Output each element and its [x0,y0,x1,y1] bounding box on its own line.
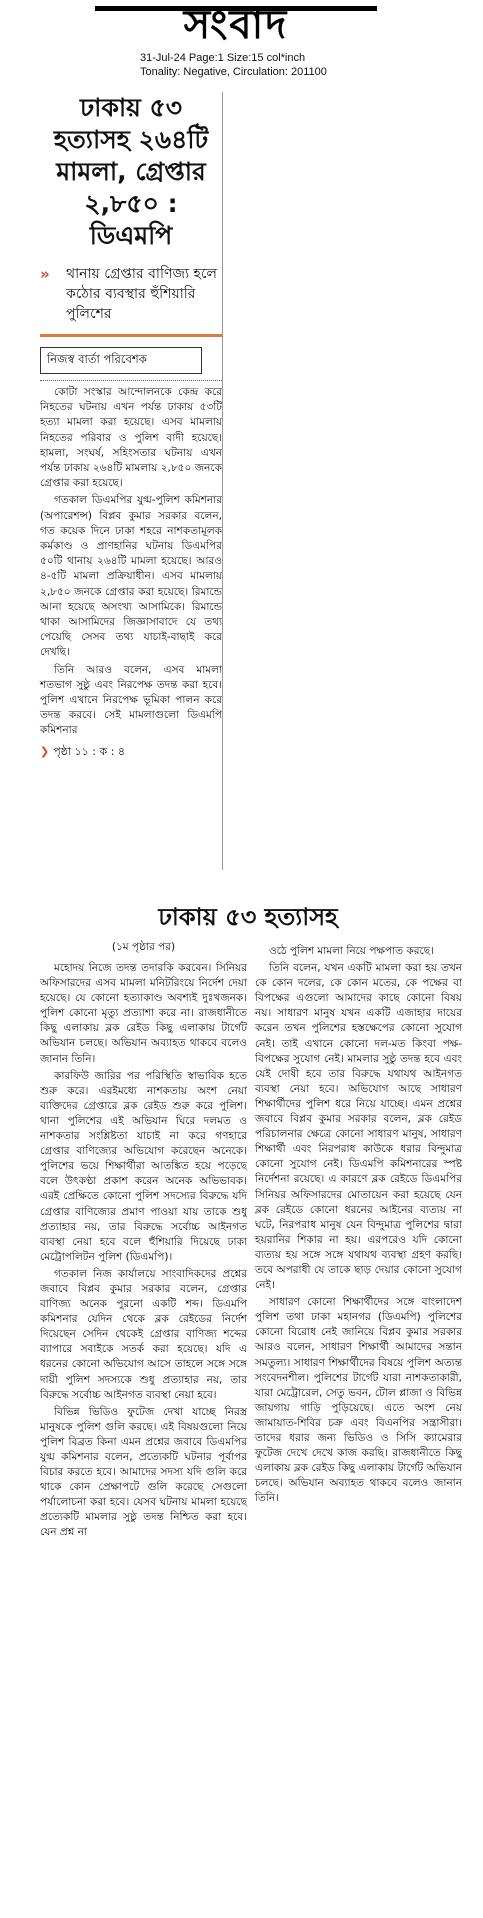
story1-paragraph: গতকাল ডিএমপির যুগ্ম-পুলিশ কমিশনার (অপারেশন্স) বিপ্লব কুমার সরকার বলেন, গত কয়েক দিনে ঢাকা শহরে নাশকতামূলক কর্মকাণ্ড ও প্রাণহানির ঘটনায় ডিএমপির ৫০টি থানায় ২৬৪টি মামলা হয়েছে। আরও ৪-৫টি মামলা প্রক্রিয়াধীন। এসব মামলায় ২,৮৫০ জনকে গ্রেপ্তার করা হয়েছে। রিমান্ডে আনা হয়েছে অসংখ্য আসামিকে। রিমান্ডে থাকা আসামিদের জিজ্ঞাসাবাদে যে তথ্য পেয়েছি সেসব তথ্য যাচাই-বাছাই করে দেখছি। [40,494,222,659]
story1-jump-text: পৃষ্ঠা ১১ : ক : ৪ [53,744,126,758]
story1-subhead [40,264,222,324]
story1-paragraph: কোটা সংস্কার আন্দোলনকে কেন্দ্র করে নিহতের ঘটনায় এখন পর্যন্ত ঢাকায় ৫৩টি হত্যা মামলা করা হয়েছে। এসব মামলায় নিহতের পরিবার ও পুলিশ বাদী হয়েছে। হামলা, সংঘর্ষ, সহিংসতার ঘটনায় এখন পর্যন্ত ঢাকায় ২৬৪টি মামলায় ২,৮৫০ জনকে গ্রেপ্তার করা হয়েছে। [40,386,222,490]
story2-paragraph: গতকাল নিজ কার্যালয়ে সাংবাদিকদের প্রশ্নের জবাবে বিপ্লব কুমার সরকার বলেন, গ্রেপ্তার বাণিজ্য অনেক পুরনো একটি শব্দ। ডিএমপি কমিশনার যেদিন থেকে ব্লক রেইডের নির্দেশ দিয়েছেন সেদিন থেকেই গ্রেপ্তার বাণিজ্য শব্দের ব্যাপারে সবাইকে সতর্ক করা হয়েছে। যদি এ ধরনের কোনো অভিযোগ আসে তাহলে সঙ্গে সঙ্গে দায়ী পুলিশ সদস্যকে শুধু প্রত্যাহার নয়, তার বিরুদ্ধে সর্বোচ্চ আইনগত ব্যবস্থা নেয়া হবে। [40,1267,247,1401]
story2-continued-label: (১ম পৃষ্ঠার পর) [111,941,176,953]
story1-paragraph: তিনি আরও বলেন, এসব মামলা শতভাগ সুষ্ঠু এবং নিরপেক্ষ তদন্ত করা হবে। পুলিশ এখানে নিরপেক্ষ ভূমিকা পালন করে তদন্ত করবে। সেই মামলাগুলো ডিএমপি কমিশনার [40,663,222,737]
story1-jump-line [40,743,222,762]
story1-body [40,385,222,739]
story2-paragraph: তিনি বলেন, যখন একটি মামলা করা হয় তখন কে কোন দলের, কে কোন মতের, কে পক্ষের বা বিপক্ষের এগুলো আমাদের কাছে কোনো বিষয় নয়। সাধারণ মানুষ যখন একটি এজাহার দায়ের করেন তখন পুলিশের হস্তক্ষেপের কোনো সুযোগ নেই। তাই এখানে কোনো দল-মত কিংবা পক্ষ-বিপক্ষের সুযোগ নেই। মামলার সুষ্ঠু তদন্ত হবে এবং যেই দোষী হবে তার বিরুদ্ধে যথাযথ আইনগত ব্যবস্থা নেয়া হবে। অভিযোগ আছে সাধারণ শিক্ষার্থীদের পুলিশ ধরে নিয়ে যাচ্ছে। এমন প্রশ্নের জবাবে বিপ্লব কুমার সরকার বলেন, ব্লক রেইড পরিচালনার ক্ষেত্রে কোনো সাধারণ মানুষ, সাধারণ শিক্ষার্থী এবং নিরপরাধ কাউকে ধরার বিন্দুমাত্র কোনো সুযোগ নেই। ডিএমপি কমিশনারের স্পষ্ট নির্দেশনা রয়েছে। এ কারণে ব্লক রেইডে ডিএমপির সিনিয়র অফিসারদের মোতায়েন করা হয়েছে যেন ব্লক রেইডে কোনো ধরনের আইনের ব্যত্যয় না ঘটে, নিরপরাধ মানুষ যেন বিন্দুমাত্র পুলিশের দ্বারা হয়রানির শিকার না হয়। এরপরেও যদি কোনো ব্যত্যয় হয় সঙ্গে সঙ্গে যথাযথ ব্যবস্থা গ্রহণ করছি। তবে অপরাধী যে তাকে ছাড় দেয়ার কোনো সুযোগ নেই। [255,962,462,1292]
clipping-meta-tonality: Tonality: Negative, Circulation: 201100 [140,66,327,78]
story2-paragraph: বিভিন্ন ভিডিও ফুটেজ দেখা যাচ্ছে নিরস্ত্র মানুষকে পুলিশ গুলি করছে। এই বিষয়গুলো নিয়ে পুলিশ বিব্রত কিনা এমন প্রশ্নের জবাবে ডিএমপির যুগ্ম কমিশনার বলেন, প্রত্যেকটি ঘটনার পূর্বাপর বিচার করতে হবে। আমাদের সদস্য যদি গুলি করে থাকে কোন প্রেক্ষাপটে গুলি করেছে সেগুলো পর্যালোচনা করা হবে। যেসব ঘটনায় মামলা হয়েছে প্রত্যেকটি মামলার সুষ্ঠু তদন্ত নিশ্চিত করা হবে। যেন প্রশ্ন না [40,1405,247,1539]
chevron-right-icon: ❯ [40,744,50,758]
story2-columns [40,940,462,1543]
story2-title: ঢাকায় ৫৩ হত্যাসহ [158,903,338,931]
story2-column-a [40,940,247,1543]
newspaper-logo: সংবাদ [183,2,289,48]
story2-paragraph: সাধারণ কোনো শিক্ষার্থীদের সঙ্গে বাংলাদেশ পুলিশ তথা ঢাকা মহানগর (ডিএমপি) পুলিশের কোনো বিরোধ নেই জানিয়ে বিপ্লব কুমার সরকার আরও বলেন, সাধারণ শিক্ষার্থী আমাদের সন্তান সমতুল্য। সাধারণ শিক্ষার্থীদের বিষয়ে পুলিশ অত্যন্ত সংবেদনশীল। পুলিশের টার্গেট যারা নাশকতাকারী, যারা মেট্রোরেল, সেতু ভবন, টোল প্লাজা ও বিভিন্ন জায়গায় গাড়ি পুড়িয়েছে। এতে অংশ নেয় জামায়াত-শিবির চক্র এবং বিএনপির সন্ত্রাসীরা। তাদের ধরার জন্য ভিডিও ও সিসি ক্যামেরার ফুটেজ দেখে দেখে কাজ করছি। রাজধানীতে কিছু এলাকায় ব্লক রেইড কিছু এলাকায় টার্গেট অভিযান চলছে। অভিযান অব্যাহত থাকবে বলেও জানান তিনি। [255,1296,462,1505]
column-divider [222,92,223,870]
story2-paragraph: মহোদয় নিজে তদন্ত তদারকি করবেন। সিনিয়র অফিসারদের এসব মামলা মনিটরিংয়ে নির্দেশ দেয়া হয়েছে। যে কোনো হত্যাকাণ্ড অবশ্যই দুঃখজনক। পুলিশ কোনো মৃত্যু প্রত্যাশা করে না। রাজধানীতে কিছু এলাকায় ব্লক রেইড কিছু এলাকায় টার্গেট অভিযান চলছে। অভিযান অব্যাহত থাকবে বলেও জানান তিনি। [40,962,247,1065]
story2-body-b [255,944,462,1506]
story2-paragraph: ওঠে পুলিশ মামলা নিয়ে পক্ষপাত করছে। [269,945,434,957]
story1-column [40,92,222,762]
double-chevron-icon: » [40,265,50,283]
story1-byline: নিজস্ব বার্তা পরিবেশক [40,347,202,374]
dotted-divider [40,380,222,381]
story2-paragraph: কারফিউ জারির পর পরিস্থিতি স্বাভাবিক হতে শুরু করে। এরইমধ্যে নাশকতায় অংশ নেয়া ব্যক্তিদের গ্রেপ্তারে ব্লক রেইড শুরু করে পুলিশ। থানা পুলিশের এই অভিযান ঘিরে দলমত ও নাশকতার সংশ্লিষ্টতা যাচাই না করে গণহারে গ্রেপ্তার বাণিজ্যের অভিযোগ করেছেন অনেকে। পুলিশের ভয়ে শিক্ষার্থীরা আতঙ্কিত হয়ে পড়েছে বলে উৎকণ্ঠা প্রকাশ করেন অনেক অভিভাবক। এরই প্রেক্ষিতে কোনো পুলিশ সদস্যের বিরুদ্ধে যদি গ্রেপ্তার বাণিজ্যের প্রমাণ পাওয়া যায় তাকে শুধু প্রত্যাহার নয়, তার বিরুদ্ধে সর্বোচ্চ আইনগত ব্যবস্থা নেয়া হবে বলে হুঁশিয়ারি দিয়েছে ঢাকা মেট্রোপলিটন পুলিশ (ডিএমপি)। [40,1069,247,1263]
story2-body-a [40,961,247,1541]
story2-column-b [255,940,462,1543]
story1-headline: ঢাকায় ৫৩ হত্যাসহ ২৬৪টি মামলা, গ্রেপ্তার ২,৮৫০ : ডিএমপি [53,93,209,250]
orange-divider [40,334,222,337]
story1-subhead-text: থানায় গ্রেপ্তার বাণিজ্য হলে কঠোর ব্যবস্থার হুঁশিয়ারি পুলিশের [66,266,217,322]
masthead [0,0,483,90]
clipping-meta-date: 31-Jul-24 Page:1 Size:15 col*inch [140,52,306,64]
